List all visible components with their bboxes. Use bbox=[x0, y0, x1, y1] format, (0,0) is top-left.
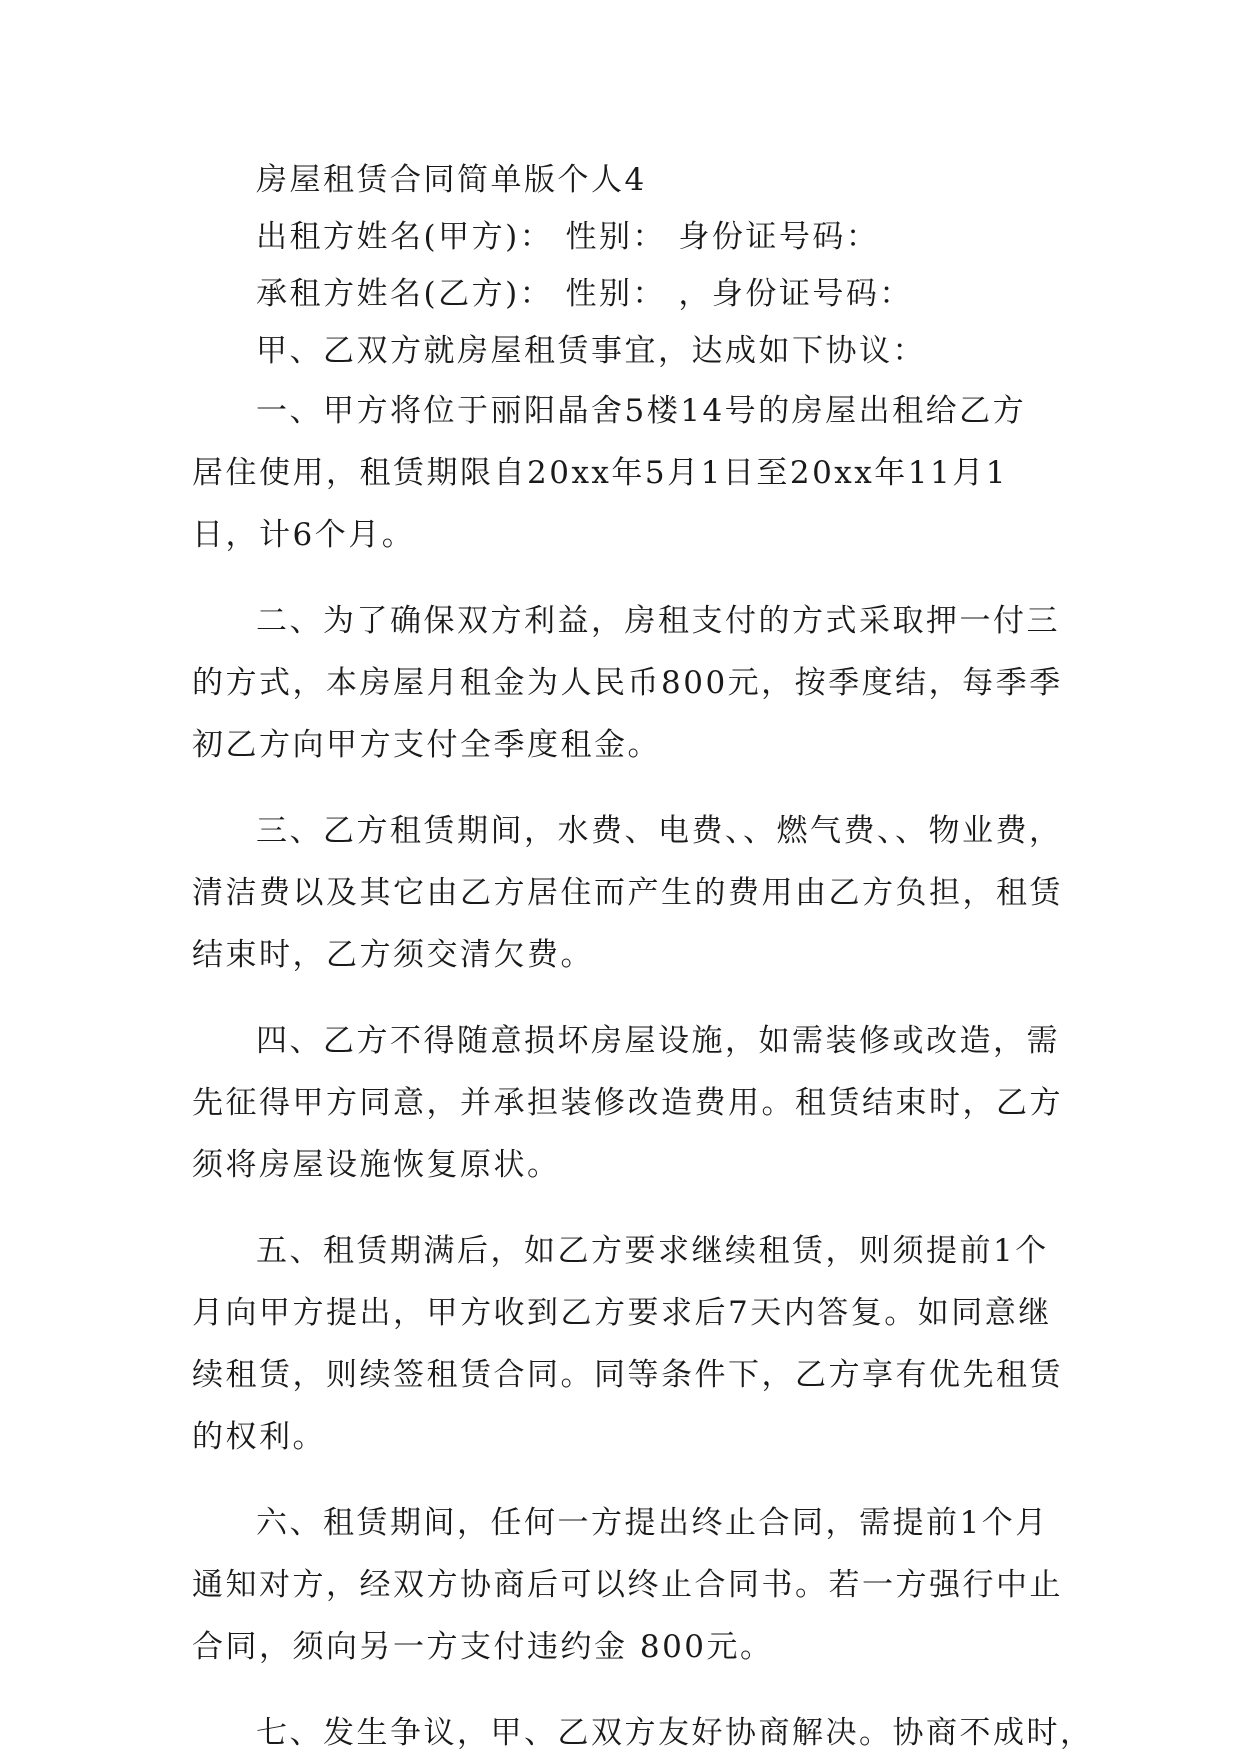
clause-line: 三、乙方租赁期间，水费、电费、、燃气费、、物业费， bbox=[256, 813, 1063, 849]
clause-1 bbox=[192, 380, 1072, 566]
lessee-info-line: 承租方姓名(乙方)： 性别： ，身份证号码： bbox=[256, 276, 913, 312]
clause-7 bbox=[192, 1702, 1094, 1764]
clause-line: 清洁费以及其它由乙方居住而产生的费用由乙方负担，租赁 bbox=[192, 875, 1063, 911]
document-body bbox=[192, 152, 1094, 1764]
clause-line: 结束时，乙方须交清欠费。 bbox=[192, 937, 594, 973]
document-title: 房屋租赁合同简单版个人4 bbox=[256, 162, 647, 198]
clause-line: 一、甲方将位于丽阳晶舍5楼14号的房屋出租给乙方 bbox=[256, 393, 1027, 429]
clause-line: 居住使用，租赁期限自20xx年5月1日至20xx年11月1 bbox=[192, 455, 1008, 491]
clause-line: 的方式，本房屋月租金为人民币800元，按季度结，每季季 bbox=[192, 665, 1063, 701]
clause-2 bbox=[192, 590, 1072, 776]
agreement-intro: 甲、乙双方就房屋租赁事宜，达成如下协议： bbox=[256, 333, 926, 369]
clause-line: 五、租赁期满后，如乙方要求继续租赁，则须提前1个 bbox=[256, 1233, 1049, 1269]
clause-line: 七、发生争议，甲、乙双方友好协商解决。协商不成时， bbox=[256, 1715, 1094, 1751]
clause-5 bbox=[192, 1220, 1072, 1468]
clause-line: 四、乙方不得随意损坏房屋设施，如需装修或改造，需 bbox=[256, 1023, 1060, 1059]
clause-line: 须将房屋设施恢复原状。 bbox=[192, 1147, 561, 1183]
clause-line: 日，计6个月。 bbox=[192, 517, 416, 553]
clause-line: 初乙方向甲方支付全季度租金。 bbox=[192, 727, 661, 763]
clause-line: 二、为了确保双方利益，房租支付的方式采取押一付三 bbox=[256, 603, 1060, 639]
clause-line: 续租赁，则续签租赁合同。同等条件下，乙方享有优先租赁 bbox=[192, 1357, 1063, 1393]
clause-line: 的权利。 bbox=[192, 1419, 326, 1455]
clause-line: 六、租赁期间，任何一方提出终止合同，需提前1个月 bbox=[256, 1505, 1049, 1541]
lessor-info-line: 出租方姓名(甲方)： 性别： 身份证号码： bbox=[256, 219, 880, 255]
clause-line: 合同，须向另一方支付违约金 800元。 bbox=[192, 1629, 774, 1665]
clause-line: 通知对方，经双方协商后可以终止合同书。若一方强行中止 bbox=[192, 1567, 1063, 1603]
clause-6 bbox=[192, 1492, 1072, 1678]
clause-line: 月向甲方提出，甲方收到乙方要求后7天内答复。如同意继 bbox=[192, 1295, 1052, 1331]
clause-line: 先征得甲方同意，并承担装修改造费用。租赁结束时，乙方 bbox=[192, 1085, 1063, 1121]
clause-4 bbox=[192, 1010, 1072, 1196]
clause-3 bbox=[192, 800, 1072, 986]
